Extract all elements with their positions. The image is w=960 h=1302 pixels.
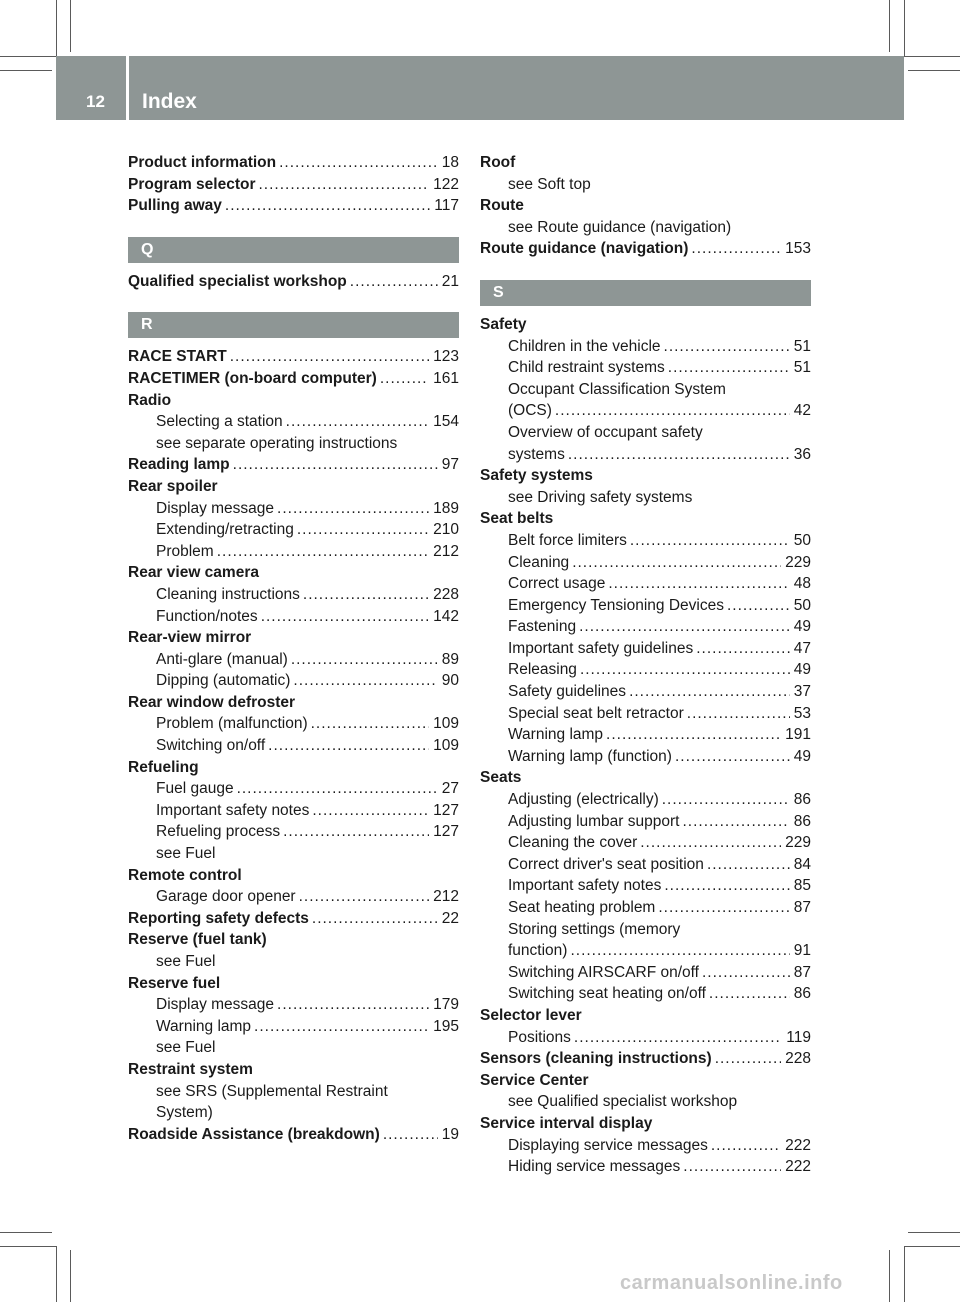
index-heading: Seats xyxy=(480,769,522,787)
leader-dots xyxy=(715,1048,781,1070)
page-ref: 50 xyxy=(793,531,811,549)
index-heading: Service interval display xyxy=(480,1114,653,1132)
page-ref: 122 xyxy=(433,175,459,193)
entry-label: RACETIMER (on-board computer) xyxy=(128,369,377,387)
leader-dots xyxy=(608,573,789,595)
index-entry[interactable] xyxy=(480,616,811,638)
index-heading: Restraint system xyxy=(128,1060,253,1078)
crop-mark xyxy=(70,0,71,52)
entry-label: Switching on/off xyxy=(156,737,266,755)
entry-label: Program selector xyxy=(128,175,256,193)
page-ref: 48 xyxy=(793,575,811,593)
leader-dots xyxy=(711,1135,781,1157)
index-entry[interactable] xyxy=(480,238,811,260)
entry-label: Dipping (automatic) xyxy=(156,672,291,690)
crop-mark xyxy=(56,1246,57,1302)
crop-mark xyxy=(904,1246,905,1302)
entry-label: Roadside Assistance (breakdown) xyxy=(128,1125,380,1143)
page-ref: 18 xyxy=(441,154,459,171)
page-ref: 27 xyxy=(441,780,459,798)
page-ref: 179 xyxy=(433,996,459,1014)
page-ref: 212 xyxy=(433,542,459,560)
page-ref: 49 xyxy=(793,661,811,679)
index-entry[interactable] xyxy=(128,649,459,671)
index-entry[interactable] xyxy=(128,908,459,930)
leader-dots xyxy=(664,875,789,897)
entry-label: Extending/retracting xyxy=(156,521,294,539)
page-ref: 153 xyxy=(785,240,811,258)
index-entry[interactable] xyxy=(128,584,459,606)
entry-label: Pulling away xyxy=(128,197,222,215)
page-ref: 50 xyxy=(793,596,811,614)
page-ref: 228 xyxy=(433,585,459,603)
index-reference: System) xyxy=(156,1104,213,1122)
leader-dots xyxy=(664,336,790,358)
page-ref: 36 xyxy=(793,445,811,463)
leader-dots xyxy=(297,519,429,541)
page-ref: 117 xyxy=(434,197,459,215)
index-entry[interactable] xyxy=(480,854,811,876)
index-heading: Service Center xyxy=(480,1071,589,1089)
leader-dots xyxy=(555,400,790,422)
index-entry[interactable] xyxy=(480,336,811,358)
index-heading: Selector lever xyxy=(480,1006,582,1024)
index-heading: Rear-view mirror xyxy=(128,629,252,647)
page-ref: 123 xyxy=(433,348,459,366)
page-ref: 222 xyxy=(785,1136,811,1154)
page-ref: 210 xyxy=(433,521,459,539)
entry-label: Safety guidelines xyxy=(508,683,627,701)
index-entry[interactable] xyxy=(480,1156,811,1178)
entry-label: Cleaning instructions xyxy=(156,585,300,603)
index-entry[interactable] xyxy=(480,573,811,595)
page-ref: 49 xyxy=(793,747,811,765)
index-heading: Roof xyxy=(480,154,516,171)
page-ref: 85 xyxy=(793,877,811,895)
index-heading: Route xyxy=(480,197,524,215)
entry-label: Correct usage xyxy=(508,575,606,593)
index-entry[interactable] xyxy=(480,1135,811,1157)
index-entry[interactable] xyxy=(480,357,811,379)
index-entry[interactable] xyxy=(128,670,459,692)
crop-mark xyxy=(56,0,57,56)
leader-dots xyxy=(668,357,790,379)
leader-dots xyxy=(570,940,789,962)
entry-label: Adjusting lumbar support xyxy=(508,812,680,830)
entry-label: Emergency Tensioning Devices xyxy=(508,596,724,614)
index-entry[interactable] xyxy=(480,875,811,897)
leader-dots xyxy=(254,1016,429,1038)
leader-dots xyxy=(580,659,790,681)
leader-dots xyxy=(237,778,438,800)
index-entry[interactable] xyxy=(480,940,811,962)
leader-dots xyxy=(675,746,790,768)
index-column-left xyxy=(128,152,459,1145)
watermark: carmanualsonline.info xyxy=(620,1272,843,1294)
entry-label: Fuel gauge xyxy=(156,780,234,798)
leader-dots xyxy=(629,681,790,703)
crop-mark xyxy=(904,0,905,56)
crop-mark xyxy=(904,56,960,57)
page-ref: 86 xyxy=(793,791,811,809)
entry-label: Qualified specialist workshop xyxy=(128,272,347,290)
entry-label: Function/notes xyxy=(156,607,258,625)
leader-dots xyxy=(312,800,429,822)
entry-label: Sensors (cleaning instructions) xyxy=(480,1050,712,1068)
entry-label: Display message xyxy=(156,996,275,1014)
leader-dots xyxy=(709,983,790,1005)
entry-label: Releasing xyxy=(508,661,577,679)
entry-label: Seat heating problem xyxy=(508,899,656,916)
page-ref: 51 xyxy=(793,337,811,355)
page-ref: 191 xyxy=(785,726,811,744)
leader-dots xyxy=(303,584,429,606)
page-ref: 127 xyxy=(433,823,459,841)
index-reference: Occupant Classification System xyxy=(508,380,726,398)
entry-label: function) xyxy=(508,942,568,960)
index-reference: see Fuel xyxy=(156,845,216,863)
page-ref: 229 xyxy=(785,553,811,571)
entry-label: Correct driver's seat position xyxy=(508,855,704,873)
index-heading: Radio xyxy=(128,391,172,409)
page-ref: 109 xyxy=(433,737,459,755)
index-entry[interactable] xyxy=(480,595,811,617)
entry-label: Problem xyxy=(156,542,214,560)
index-entry[interactable] xyxy=(128,152,459,174)
index-entry[interactable] xyxy=(480,897,811,919)
entry-label: Special seat belt retractor xyxy=(508,704,684,722)
page-ref: 222 xyxy=(785,1158,811,1176)
crop-mark xyxy=(0,70,52,71)
crop-mark xyxy=(0,56,56,57)
index-entry[interactable] xyxy=(480,552,811,574)
entry-label: Reporting safety defects xyxy=(128,909,309,927)
crop-mark xyxy=(889,0,890,52)
index-heading: Reserve fuel xyxy=(128,974,221,992)
index-entry[interactable] xyxy=(480,746,811,768)
index-entry[interactable] xyxy=(128,994,459,1016)
crop-mark xyxy=(904,1246,960,1247)
entry-label: Route guidance (navigation) xyxy=(480,240,689,258)
leader-dots xyxy=(277,498,429,520)
index-entry[interactable] xyxy=(480,703,811,725)
entry-label: Hiding service messages xyxy=(508,1158,681,1176)
index-heading: Remote control xyxy=(128,866,242,884)
page-ref: 228 xyxy=(785,1050,811,1068)
page-ref: 142 xyxy=(433,607,459,625)
entry-label: Warning lamp xyxy=(508,726,604,744)
index-entry[interactable] xyxy=(128,821,459,843)
index-entry[interactable] xyxy=(480,789,811,811)
crop-mark xyxy=(889,1250,890,1302)
page-ref: 37 xyxy=(793,683,811,701)
page-ref: 229 xyxy=(785,834,811,852)
leader-dots xyxy=(568,444,790,466)
index-entry[interactable] xyxy=(480,724,811,746)
index-entry[interactable] xyxy=(128,174,459,196)
leader-dots xyxy=(606,724,781,746)
index-entry[interactable] xyxy=(480,962,811,984)
index-entry[interactable] xyxy=(480,444,811,466)
index-entry[interactable] xyxy=(128,1016,459,1038)
page-ref: 195 xyxy=(433,1017,459,1035)
leader-dots xyxy=(702,962,790,984)
entry-label: Refueling process xyxy=(156,823,281,841)
page-ref: 89 xyxy=(441,650,459,668)
leader-dots xyxy=(230,346,429,368)
index-entry[interactable] xyxy=(128,411,459,433)
leader-dots xyxy=(277,994,429,1016)
index-entry[interactable] xyxy=(480,811,811,833)
index-reference: see Soft top xyxy=(508,175,591,193)
index-entry[interactable] xyxy=(480,1027,811,1049)
leader-dots xyxy=(658,897,789,919)
entry-label: Problem (malfunction) xyxy=(156,715,308,733)
entry-label: Fastening xyxy=(508,618,577,636)
header-divider xyxy=(126,56,129,120)
leader-dots xyxy=(662,789,790,811)
index-entry[interactable] xyxy=(480,659,811,681)
page-ref: 154 xyxy=(433,413,459,431)
page-ref: 19 xyxy=(441,1125,459,1143)
index-entry[interactable] xyxy=(128,713,459,735)
page-ref: 87 xyxy=(793,899,811,916)
index-heading: Safety xyxy=(480,315,527,333)
index-entry[interactable] xyxy=(128,346,459,368)
index-entry[interactable] xyxy=(480,983,811,1005)
entry-label: Cleaning the cover xyxy=(508,834,638,852)
index-heading: Safety systems xyxy=(480,467,593,485)
entry-label: Selecting a station xyxy=(156,413,283,431)
index-entry[interactable] xyxy=(128,271,459,293)
index-reference: see Fuel xyxy=(156,953,216,970)
crop-mark xyxy=(908,70,960,71)
page-ref: 97 xyxy=(441,456,459,474)
index-heading: Rear view camera xyxy=(128,564,259,582)
leader-dots xyxy=(261,606,429,628)
leader-dots xyxy=(682,811,789,833)
index-entry[interactable] xyxy=(480,530,811,552)
leader-dots xyxy=(380,368,429,390)
index-entry[interactable] xyxy=(128,1124,459,1146)
index-entry[interactable] xyxy=(128,368,459,390)
leader-dots xyxy=(630,530,790,552)
entry-label: Important safety notes xyxy=(508,877,662,895)
leader-dots xyxy=(707,854,790,876)
entry-label: Important safety guidelines xyxy=(508,639,694,657)
leader-dots xyxy=(283,821,429,843)
page-ref: 86 xyxy=(793,812,811,830)
index-reference: Storing settings (memory xyxy=(508,920,681,938)
page-ref: 119 xyxy=(786,1028,811,1046)
leader-dots xyxy=(299,886,430,908)
entry-label: Warning lamp (function) xyxy=(508,747,672,765)
index-entry[interactable] xyxy=(480,832,811,854)
entry-label: Garage door opener xyxy=(156,888,296,906)
page-ref: 86 xyxy=(793,985,811,1003)
index-entry[interactable] xyxy=(480,400,811,422)
entry-label: Anti-glare (manual) xyxy=(156,650,288,668)
page-ref: 90 xyxy=(441,672,459,690)
index-reference: see Route guidance (navigation) xyxy=(508,218,732,236)
entry-label: (OCS) xyxy=(508,402,552,420)
page-ref: 161 xyxy=(433,369,459,387)
leader-dots xyxy=(687,703,790,725)
crop-mark xyxy=(0,1232,52,1233)
index-entry[interactable] xyxy=(480,1048,811,1070)
index-reference: see SRS (Supplemental Restraint xyxy=(156,1082,388,1100)
entry-label: Switching seat heating on/off xyxy=(508,985,706,1003)
leader-dots xyxy=(383,1124,438,1146)
leader-dots xyxy=(233,454,438,476)
leader-dots xyxy=(293,670,437,692)
index-entry[interactable] xyxy=(128,454,459,476)
entry-label: Reading lamp xyxy=(128,456,230,474)
leader-dots xyxy=(574,1027,782,1049)
page-ref: 189 xyxy=(433,499,459,517)
leader-dots xyxy=(683,1156,781,1178)
index-reference: see Fuel xyxy=(156,1039,216,1057)
entry-label: Children in the vehicle xyxy=(508,337,661,355)
crop-mark xyxy=(0,1246,56,1247)
entry-label: Product information xyxy=(128,154,277,171)
entry-label: Belt force limiters xyxy=(508,531,627,549)
section-letter-header: S xyxy=(480,280,811,306)
index-entry[interactable] xyxy=(128,606,459,628)
page-title: Index xyxy=(142,90,197,113)
leader-dots xyxy=(696,638,790,660)
entry-label: Display message xyxy=(156,499,275,517)
crop-mark xyxy=(70,1250,71,1302)
page-ref: 84 xyxy=(793,855,811,873)
index-heading: Rear spoiler xyxy=(128,477,218,495)
page-ref: 51 xyxy=(793,359,811,377)
leader-dots xyxy=(640,832,781,854)
page-ref: 49 xyxy=(793,618,811,636)
page-ref: 212 xyxy=(433,888,459,906)
entry-label: Positions xyxy=(508,1028,571,1046)
index-entry[interactable] xyxy=(128,519,459,541)
entry-label: Warning lamp xyxy=(156,1017,252,1035)
leader-dots xyxy=(350,271,438,293)
index-heading: Refueling xyxy=(128,758,199,776)
index-entry[interactable] xyxy=(128,800,459,822)
leader-dots xyxy=(268,735,429,757)
entry-label: Switching AIRSCARF on/off xyxy=(508,963,699,981)
leader-dots xyxy=(572,552,781,574)
page-ref: 42 xyxy=(793,402,811,420)
entry-label: Displaying service messages xyxy=(508,1136,708,1154)
index-column-right xyxy=(480,152,811,1178)
index-heading: Reserve (fuel tank) xyxy=(128,931,267,949)
page-ref: 47 xyxy=(793,639,811,657)
page-ref: 109 xyxy=(433,715,459,733)
leader-dots xyxy=(217,541,429,563)
leader-dots xyxy=(225,195,430,217)
index-entry[interactable] xyxy=(128,195,459,217)
section-letter-header: Q xyxy=(128,237,459,263)
leader-dots xyxy=(279,152,438,174)
page-number: 12 xyxy=(86,92,105,111)
index-entry[interactable] xyxy=(480,681,811,703)
page-ref: 87 xyxy=(793,963,811,981)
page-ref: 21 xyxy=(441,272,459,290)
index-reference: Overview of occupant safety xyxy=(508,423,703,441)
index-heading: Rear window defroster xyxy=(128,693,296,711)
leader-dots xyxy=(312,908,438,930)
index-entry[interactable] xyxy=(128,541,459,563)
entry-label: Important safety notes xyxy=(156,801,310,819)
leader-dots xyxy=(727,595,790,617)
index-entry[interactable] xyxy=(128,778,459,800)
index-entry[interactable] xyxy=(128,498,459,520)
page-ref: 22 xyxy=(441,909,459,927)
crop-mark xyxy=(908,1232,960,1233)
leader-dots xyxy=(259,174,430,196)
page-ref: 127 xyxy=(433,801,459,819)
index-entry[interactable] xyxy=(128,735,459,757)
index-reference: see separate operating instructions xyxy=(156,434,398,452)
entry-label: Adjusting (electrically) xyxy=(508,791,659,809)
page-ref: 91 xyxy=(793,942,811,960)
leader-dots xyxy=(691,238,781,260)
leader-dots xyxy=(311,713,430,735)
leader-dots xyxy=(291,649,438,671)
index-reference: see Driving safety systems xyxy=(508,488,693,506)
index-entry[interactable] xyxy=(480,638,811,660)
leader-dots xyxy=(579,616,790,638)
entry-label: Cleaning xyxy=(508,553,570,571)
entry-label: systems xyxy=(508,445,565,463)
entry-label: Child restraint systems xyxy=(508,359,665,377)
index-heading: Seat belts xyxy=(480,510,554,528)
leader-dots xyxy=(286,411,429,433)
entry-label: RACE START xyxy=(128,348,227,366)
page-ref: 53 xyxy=(793,704,811,722)
index-reference: see Qualified specialist workshop xyxy=(508,1093,738,1111)
index-entry[interactable] xyxy=(128,886,459,908)
section-letter-header: R xyxy=(128,312,459,338)
